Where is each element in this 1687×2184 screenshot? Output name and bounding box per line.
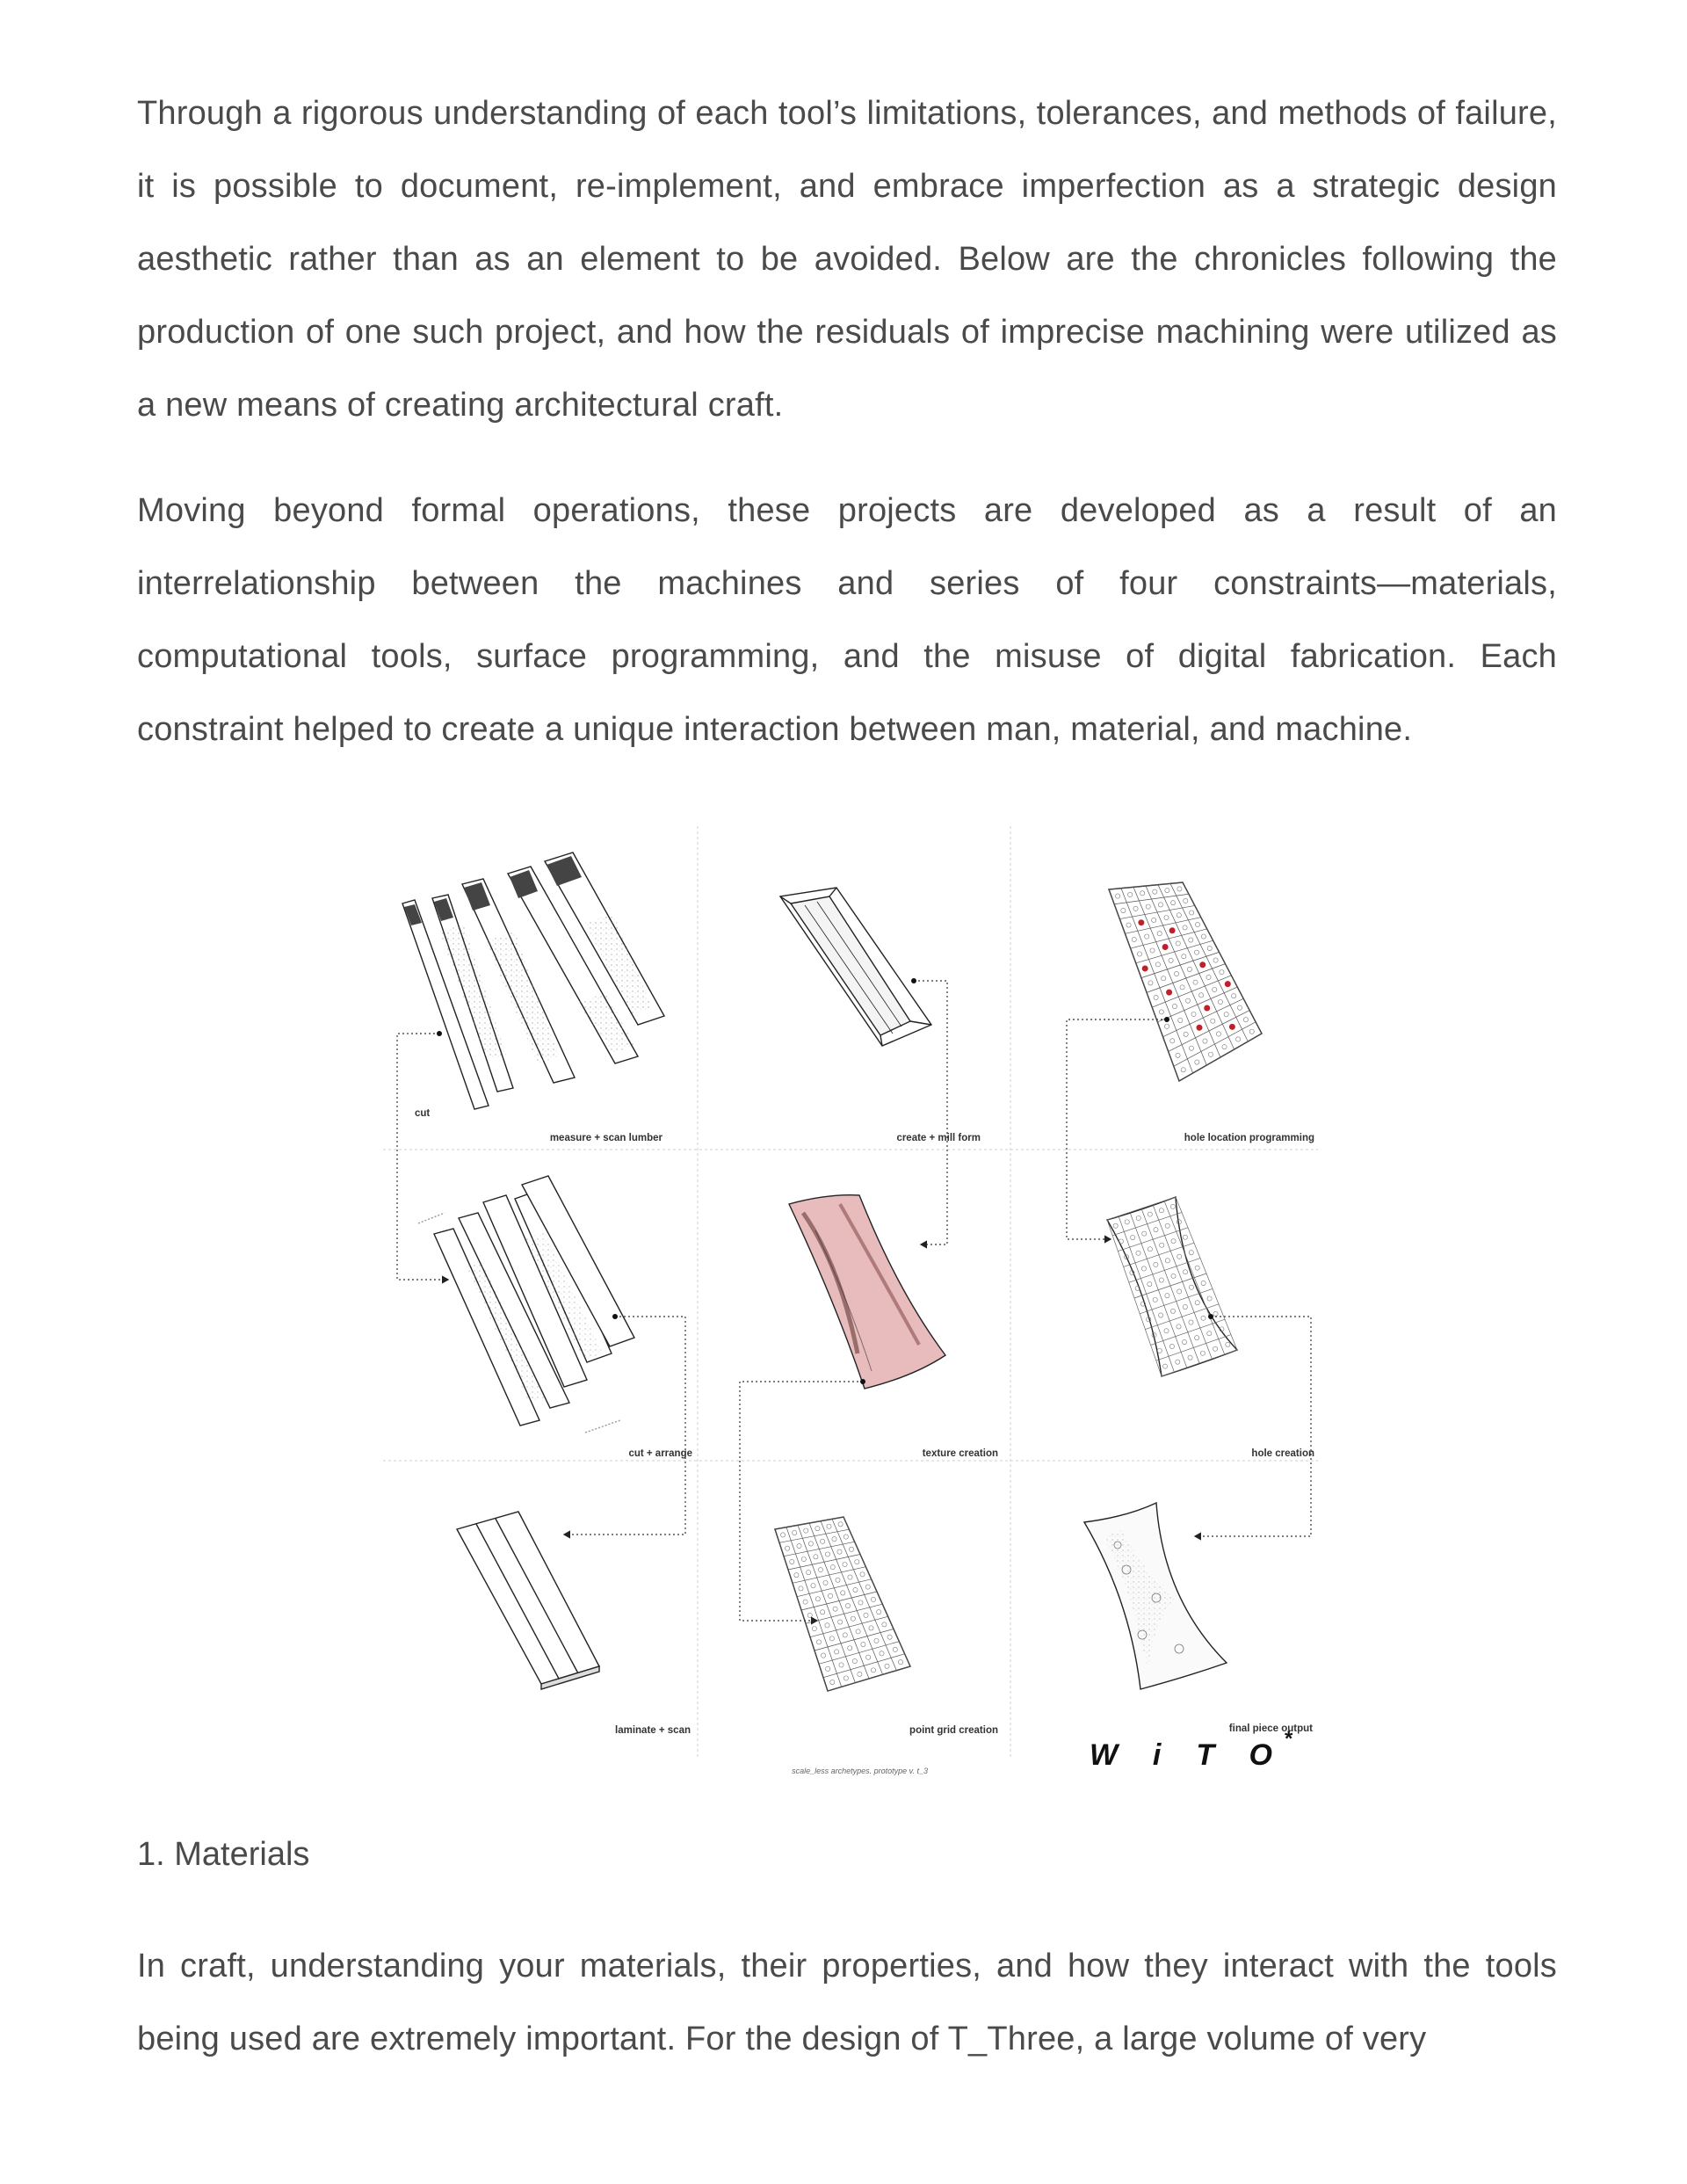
intro-paragraph: Through a rigorous understanding of each tool’s limitations, tolerances, and methods of failure, it is possible to document, re-implement, and embrace imperfection as a strategic design aesthetic rather than as an element to be avoided. Below are the chronicles following the production of one such project, and how the residuals of imprecise machining were utilized as a new means of creating architectural craft. (137, 95, 1557, 424)
panel-hole-location-programming (1109, 882, 1262, 1081)
step-label-measure-scan-lumber: measure + scan lumber (549, 1133, 662, 1143)
step-label-laminate-scan: laminate + scan (615, 1725, 691, 1736)
step-label-cut-arrange: cut + arrange (628, 1448, 692, 1459)
step-label-point-grid-creation: point grid creation (909, 1725, 998, 1736)
panel-texture-creation (789, 1195, 945, 1389)
step-label-create-mill-form: create + mill form (896, 1133, 981, 1143)
panel-cut-arrange (418, 1176, 634, 1433)
hole-marker-red (1205, 1005, 1210, 1011)
hole-marker (1189, 1251, 1193, 1255)
hole-marker-red (1229, 1024, 1234, 1029)
hole-marker-red (1142, 966, 1148, 971)
logo-star-mark: * (1285, 1727, 1293, 1751)
panel-measure-scan-lumber (402, 853, 664, 1109)
panel-laminate-scan (457, 1512, 599, 1689)
hole-marker-red (1200, 962, 1206, 968)
panel-final-piece-output (1084, 1503, 1227, 1689)
materials-paragraph: In craft, understanding your materials, their properties, and how they interact with the tools being used are extremely important. For the design of T_Three, a large volume of very (137, 1948, 1557, 2057)
hole-marker-red (1166, 990, 1171, 995)
hole-marker (1201, 1281, 1206, 1285)
hole-marker (1213, 1311, 1218, 1316)
step-label-hole-creation: hole creation (1251, 1448, 1314, 1459)
section-heading: 1. Materials (137, 1836, 310, 1873)
hole-marker-red (1162, 944, 1168, 949)
panel-point-grid-creation (775, 1517, 910, 1691)
step-label-final-piece-output: final piece output (1228, 1723, 1313, 1734)
cut-label: cut (415, 1108, 431, 1119)
hole-marker (1183, 1235, 1187, 1239)
process-diagram (383, 826, 1318, 1775)
process-diagram-figure (383, 826, 1318, 1775)
hole-marker (1195, 1266, 1199, 1270)
logo-text: WiTO (1090, 1738, 1274, 1772)
hole-marker (1207, 1296, 1212, 1301)
hole-marker-red (1225, 981, 1230, 986)
panel-create-mill-form (780, 888, 931, 1046)
step-label-hole-location-programming: hole location programming (1184, 1133, 1314, 1143)
hole-marker-red (1197, 1025, 1202, 1030)
step-label-texture-creation: texture creation (922, 1448, 998, 1459)
figure-caption: scale_less archetypes. prototype v. t_3 (792, 1767, 928, 1775)
hole-marker-red (1139, 920, 1144, 925)
constraints-paragraph: Moving beyond formal operations, these projects are developed as a result of an interrelationship between the machines and series of four constraints—materials, computational tools, surface programming, and the misuse of digital fabrication. Each constraint helped to create a unique interaction between man, material, and machine. (137, 492, 1557, 748)
hole-marker-red (1169, 928, 1175, 933)
panel-hole-creation (1107, 1197, 1237, 1376)
